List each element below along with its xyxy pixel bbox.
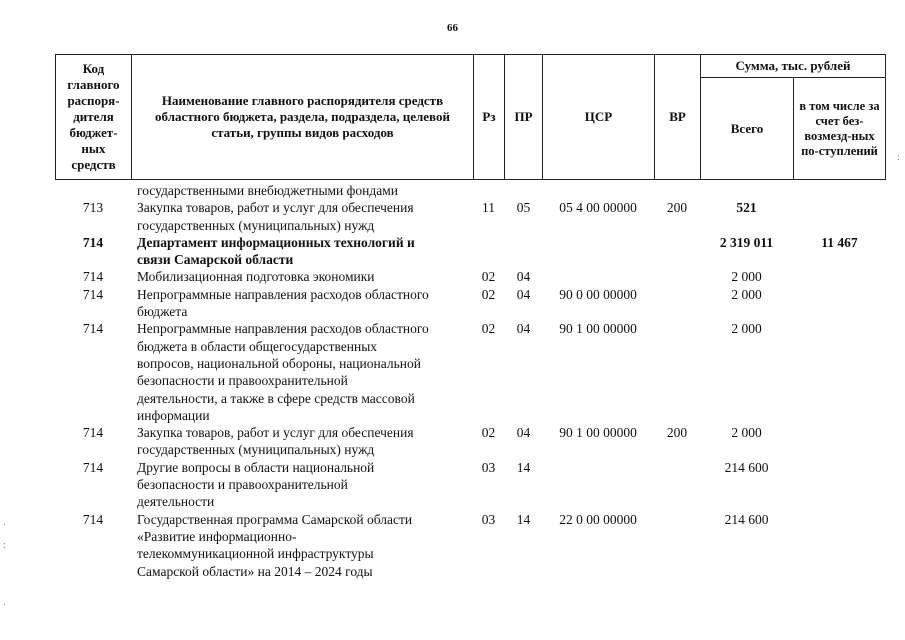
cell-rz: 02 bbox=[481, 425, 496, 441]
cell-pr: 05 bbox=[516, 200, 531, 216]
cell-pr: 14 bbox=[516, 511, 531, 527]
cell-name-line: Закупка товаров, работ и услуг для обеспечения bbox=[137, 425, 414, 441]
table-row bbox=[0, 511, 905, 580]
cell-name bbox=[137, 199, 473, 234]
cell-csr: 90 1 00 00000 bbox=[559, 425, 637, 441]
cell-name-line: Закупка товаров, работ и услуг для обеспечения bbox=[137, 200, 414, 216]
table-row bbox=[0, 268, 905, 285]
cell-code: 714 bbox=[82, 425, 104, 441]
table-row bbox=[0, 459, 905, 511]
cell-total: 214 600 bbox=[724, 511, 769, 527]
table-row bbox=[0, 424, 905, 459]
cell-name bbox=[137, 511, 473, 580]
cell-total: 2 000 bbox=[731, 425, 762, 441]
cell-rz: 02 bbox=[481, 321, 496, 337]
cell-code: 713 bbox=[82, 200, 104, 216]
cell-total: 214 600 bbox=[724, 459, 769, 475]
cell-name-line: вопросов, национальной обороны, национальной bbox=[137, 355, 421, 371]
table-row bbox=[0, 234, 905, 269]
cell-code: 714 bbox=[82, 269, 104, 285]
scan-mark: · bbox=[3, 520, 7, 531]
cell-name-line: связи Самарской области bbox=[137, 252, 294, 268]
cell-name-line: бюджета bbox=[137, 304, 188, 320]
cell-pr: 04 bbox=[516, 269, 531, 285]
cell-pr: 04 bbox=[516, 321, 531, 337]
cell-vr: 200 bbox=[666, 200, 688, 216]
cell-total: 2 000 bbox=[731, 321, 762, 337]
cell-name-line: безопасности и правоохранительной bbox=[137, 373, 348, 389]
header-code: Код главного распоря-дителя бюджет-ных средств bbox=[55, 54, 132, 180]
cell-total: 521 bbox=[736, 200, 757, 216]
table-row bbox=[0, 320, 905, 424]
cell-code: 714 bbox=[82, 234, 104, 250]
cell-name-line: Самарской области» на 2014 – 2024 годы bbox=[137, 563, 373, 579]
cell-incl: 11 467 bbox=[821, 234, 858, 250]
cell-total: 2 000 bbox=[731, 286, 762, 302]
cell-total: 2 000 bbox=[731, 269, 762, 285]
cell-name-line: информации bbox=[137, 407, 210, 423]
cell-name-line: государственными внебюджетными фондами bbox=[137, 183, 399, 198]
table-body bbox=[0, 182, 905, 580]
cell-csr: 05 4 00 00000 bbox=[559, 200, 637, 216]
cell-name-line: государственных (муниципальных) нужд bbox=[137, 217, 375, 233]
cell-name bbox=[137, 286, 473, 321]
cell-pr: 14 bbox=[516, 459, 531, 475]
cell-rz: 02 bbox=[481, 269, 496, 285]
header-pr: ПР bbox=[504, 54, 543, 180]
cell-name-line: Непрограммные направления расходов областного bbox=[137, 286, 429, 302]
cell-name-line: государственных (муниципальных) нужд bbox=[137, 442, 375, 458]
cell-name-line: Непрограммные направления расходов областного bbox=[137, 321, 429, 337]
scan-mark: · bbox=[3, 600, 7, 611]
cell-name bbox=[137, 268, 473, 285]
cell-name bbox=[137, 459, 473, 511]
scan-mark: : bbox=[897, 152, 900, 163]
cell-name-line: бюджета в области общегосударственных bbox=[137, 338, 378, 354]
cell-total: 2 319 011 bbox=[719, 234, 774, 250]
table-row bbox=[0, 286, 905, 321]
header-csr: ЦСР bbox=[542, 54, 655, 180]
cell-code: 714 bbox=[82, 321, 104, 337]
cell-name-line: Другие вопросы в области национальной bbox=[137, 459, 375, 475]
cell-pr: 04 bbox=[516, 286, 531, 302]
cell-name-line: безопасности и правоохранительной bbox=[137, 477, 348, 493]
cell-code: 714 bbox=[82, 459, 104, 475]
cell-csr: 90 0 00 00000 bbox=[559, 286, 637, 302]
cell-rz: 03 bbox=[481, 511, 496, 527]
cell-name-line: деятельности, а также в сфере средств массовой bbox=[137, 390, 415, 406]
header-incl: в том числе за счет без-возмезд-ных по-ступлений bbox=[793, 77, 886, 180]
cell-name-line: Государственная программа Самарской области bbox=[137, 511, 413, 527]
page-number: 66 bbox=[447, 22, 458, 34]
cell-csr: 90 1 00 00000 bbox=[559, 321, 637, 337]
header-rz: Рз bbox=[473, 54, 505, 180]
cell-code: 714 bbox=[82, 511, 104, 527]
cell-name bbox=[137, 234, 473, 269]
cell-rz: 03 bbox=[481, 459, 496, 475]
cell-name bbox=[137, 320, 473, 424]
cell-name-line: Мобилизационная подготовка экономики bbox=[137, 269, 375, 285]
cell-rz: 02 bbox=[481, 286, 496, 302]
table-row bbox=[0, 182, 905, 199]
cell-name bbox=[137, 182, 473, 199]
cell-name-line: Департамент информационных технологий и bbox=[137, 234, 415, 250]
header-total: Всего bbox=[700, 77, 794, 180]
cell-name-line: деятельности bbox=[137, 494, 215, 510]
cell-pr: 04 bbox=[516, 425, 531, 441]
cell-name-line: «Развитие информационно- bbox=[137, 528, 297, 544]
scan-mark: : bbox=[3, 540, 6, 551]
cell-name-line: телекоммуникационной инфраструктуры bbox=[137, 546, 374, 562]
cell-code: 714 bbox=[82, 286, 104, 302]
table-header bbox=[55, 54, 886, 180]
table-row bbox=[0, 199, 905, 234]
header-name: Наименование главного распорядителя средств областного бюджета, раздела, подраздела, целевой статьи, группы видов расходов bbox=[131, 54, 474, 180]
cell-name bbox=[137, 424, 473, 459]
header-sum: Сумма, тыс. рублей bbox=[700, 54, 886, 78]
cell-csr: 22 0 00 00000 bbox=[559, 511, 637, 527]
cell-vr: 200 bbox=[666, 425, 688, 441]
cell-rz: 11 bbox=[482, 200, 495, 216]
header-vr: ВР bbox=[654, 54, 701, 180]
